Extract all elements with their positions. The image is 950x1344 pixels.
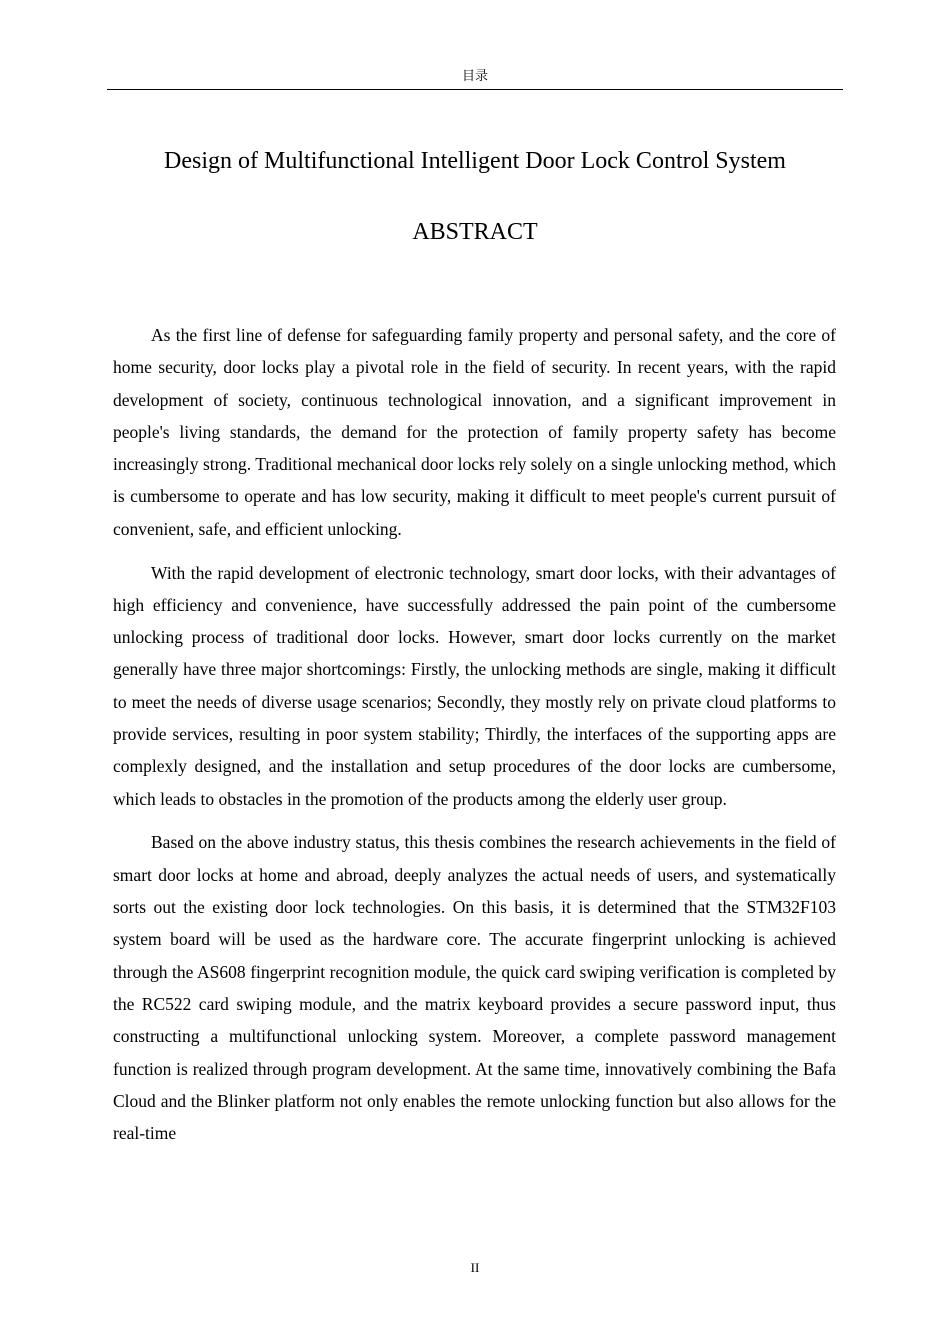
abstract-heading: ABSTRACT [412, 219, 538, 245]
abstract-paragraph-1: As the first line of defense for safeguarding family property and personal safety, and the core of home security, door locks play a pivotal role in the field of security. In recent years, with the rapid development of society, continuous technological innovation, and a significant improvement in people's living standards, the demand for the protection of family property safety has become increasingly strong. Traditional mechanical door locks rely solely on a single unlocking method, which is cumbersome to operate and has low security, making it difficult to meet people's current pursuit of convenient, safe, and efficient unlocking. [113, 325, 836, 539]
abstract-paragraph-3: Based on the above industry status, this thesis combines the research achievements in the field of smart door locks at home and abroad, deeply analyzes the actual needs of users, and systematically sorts out the existing door lock technologies. On this basis, it is determined that the STM32F103 system board will be used as the hardware core. The accurate fingerprint unlocking is achieved through the AS608 fingerprint recognition module, the quick card swiping verification is completed by the RC522 card swiping module, and the matrix keyboard provides a secure password input, thus constructing a multifunctional unlocking system. Moreover, a complete password management function is realized through program development. At the same time, innovatively combining the Bafa Cloud and the Blinker platform not only enables the remote unlocking function but also allows for the real-time [113, 832, 836, 1144]
abstract-paragraph-2: With the rapid development of electronic technology, smart door locks, with their advantages of high efficiency and convenience, have successfully addressed the pain point of the cumbersome unlocking process of traditional door locks. However, smart door locks currently on the market generally have three major shortcomings: Firstly, the unlocking methods are single, making it difficult to meet the needs of diverse usage scenarios; Secondly, they mostly rely on private cloud platforms to provide services, resulting in poor system stability; Thirdly, the interfaces of the supporting apps are complexly designed, and the installation and setup procedures of the door locks are cumbersome, which leads to obstacles in the promotion of the products among the elderly user group. [113, 562, 836, 809]
thesis-title: Design of Multifunctional Intelligent Door Lock Control System [164, 148, 786, 174]
running-header: 目录 [107, 68, 843, 90]
abstract-body [113, 319, 836, 1161]
page-number: II [470, 1260, 480, 1275]
